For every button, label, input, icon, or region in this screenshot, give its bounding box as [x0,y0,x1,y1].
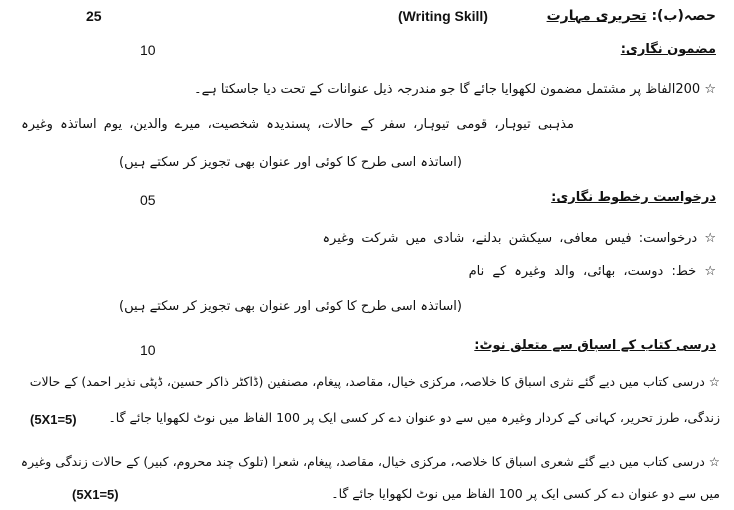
section-name: تحریری مہارت [546,8,647,24]
letter-item [469,264,716,280]
notes-item-poetry-marks: (5X1=5) [72,487,119,502]
topic: قومی تیوہار، [413,117,488,132]
section-name-english: (Writing Skill) [398,8,488,24]
notes-item-prose-line2: زندگی، طرز تحریر، کہانی کے کردار وغیرہ میں سے دو عنوان دے کر کسی ایک پر 100 الفاظ میں نوٹ لکھوایا جائے گا۔ [108,410,720,425]
notes-item-poetry-line1 [21,454,720,470]
application-item [322,231,716,247]
essay-instruction [194,82,716,98]
notes-item-poetry-line2: میں سے دو عنوان دے کر کسی ایک پر 100 الفاظ میں نوٹ لکھوایا جائے گا۔ [331,486,720,501]
star-icon: ☆ [704,82,716,97]
letter-label: خط: [671,264,697,279]
application-label: درخواست: [638,231,698,246]
topic: سفر کے حالات، [317,117,406,132]
topic: شادی میں شرکت وغیرہ [322,231,465,246]
topic: فیس معافی، [559,231,632,246]
essay-note: (اساتذہ اسی طرح کا کوئی اور عنوان بھی تجویز کر سکتے ہیں) [119,155,462,170]
section-label [547,8,716,24]
topic: میرے والدین، [129,117,201,132]
notes-item-poetry-text: درسی کتاب میں دیے گئے شعری اسباق کا خلاصہ، مرکزی خیال، مقاصد، پیغام، شعرا (تلوک چند محروم، کبیر) کے حالات زندگی وغیرہ [20,454,705,469]
star-icon: ☆ [704,264,716,279]
topic: سیکشن بدلنے، [471,231,553,246]
notes-item-prose-line1 [30,374,720,390]
topic: والد وغیرہ کے نام [468,264,575,279]
application-note: (اساتذہ اسی طرح کا کوئی اور عنوان بھی تجویز کر سکتے ہیں) [119,299,462,314]
total-marks: 25 [86,8,102,24]
star-icon: ☆ [704,231,716,246]
topic: پسندیدہ شخصیت، [207,117,311,132]
notes-heading: درسی کتاب کے اسباق سے متعلق نوٹ: [474,338,716,353]
notes-item-prose-text: درسی کتاب میں دیے گئے نثری اسباق کا خلاصہ، مرکزی خیال، مقاصد، پیغام، مصنفین (ڈاکٹر ذاکر حسین، ڈپٹی نذیر احمد) کے حالات [29,374,705,389]
application-marks: 05 [140,192,156,208]
topic: مذہبی تیوہار، [494,117,574,132]
star-icon: ☆ [708,374,720,389]
topic: دوست، [623,264,664,279]
application-heading: درخواست رخطوط نگاری: [551,190,716,205]
topic: یوم اساتذہ وغیرہ [21,117,123,132]
essay-topics [21,117,574,133]
notes-marks: 10 [140,342,156,358]
essay-heading: مضمون نگاری: [620,42,716,57]
topic: بھائی، [583,264,616,279]
star-icon: ☆ [708,454,720,469]
essay-marks: 10 [140,42,156,58]
section-prefix: حصہ(ب): [651,8,716,24]
notes-item-prose-marks: (5X1=5) [30,412,77,427]
essay-instruction-text: 200الفاظ پر مشتمل مضمون لکھوایا جائے گا جو مندرجہ ذیل عنوانات کے تحت دیا جاسکتا ہے۔ [193,82,701,97]
